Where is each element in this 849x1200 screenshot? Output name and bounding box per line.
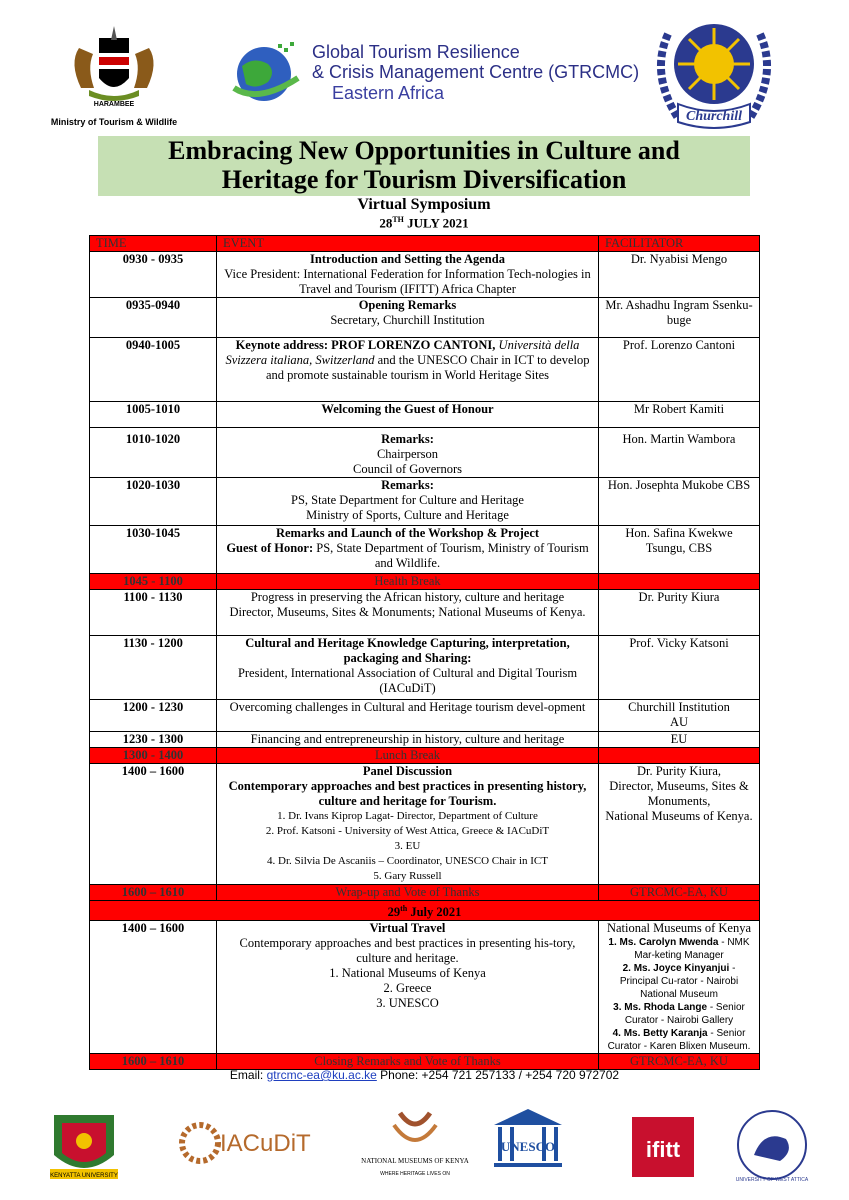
row-facilitator: Churchill Institution AU [599,700,760,732]
table-row [90,590,760,636]
list-item: 3. UNESCO [376,996,439,1011]
iacudit-logo [178,1105,338,1185]
row-facilitator: EU [599,732,760,748]
page-title [98,136,750,196]
svg-text:UNESCO: UNESCO [500,1139,556,1154]
svg-text:HARAMBEE: HARAMBEE [93,101,135,108]
header [0,0,849,135]
row-time: 1600 – 1610 [90,1054,217,1070]
panel-list [223,809,592,884]
row-facilitator: Mr. Ashadhu Ingram Ssenku-buge [599,298,760,338]
row-event: Lunch Break [217,748,599,764]
gtrcmc-line3: Eastern Africa [332,83,445,103]
row-event: Remarks: Chairperson Council of Governors [217,428,599,478]
svg-text:KENYATTA UNIVERSITY: KENYATTA UNIVERSITY [50,1173,118,1179]
title-line1: Embracing New Opportunities in Culture and [168,136,680,165]
table-row [90,478,760,526]
kenya-coat-of-arms-icon [59,18,169,108]
table-row [90,732,760,748]
gtrcmc-line1: Global Tourism Resilience [312,42,520,62]
list-item: 2. Prof. Katsoni - University of West Attica, Greece & IACuDiT [265,825,550,837]
travel-list [223,966,592,1011]
row-event: Wrap-up and Vote of Thanks [217,885,599,901]
table-row [90,764,760,885]
table-row [90,428,760,478]
row-facilitator: GTRCMC-EA, KU [599,885,760,901]
row-event: Progress in preserving the African history, culture and heritage Director, Museums, Sites & Monuments; National Museums of Kenya. [217,590,599,636]
list-item: 5. Gary Russell [373,870,442,882]
title-line2: Heritage for Tourism Diversification [221,165,627,194]
row-time: 1400 – 1600 [90,921,217,1054]
ministry-caption: Ministry of Tourism & Wildlife [50,117,178,127]
contact-line: Email: gtrcmc-ea@ku.ac.ke Phone: +254 721 257133 / +254 720 972702 [229,1068,620,1082]
subtitle: Virtual Symposium [357,196,491,213]
row-time: 1020-1030 [90,478,217,526]
row-facilitator: Hon. Josephta Mukobe CBS [599,478,760,526]
row-facilitator: Hon. Martin Wambora [599,428,760,478]
row-time: 0930 - 0935 [90,252,217,298]
table-row [90,526,760,574]
row-facilitator [599,748,760,764]
row-event: Cultural and Heritage Knowledge Capturing, interpretation, packaging and Sharing: President, International Association of Cultural and Digital Tourism (IACuDiT) [217,636,599,700]
row-event: Closing Remarks and Vote of Thanks [217,1054,599,1070]
break-row [90,748,760,764]
row-event: Introduction and Setting the Agenda Vice President: International Federation for Information Tech-nologies in Travel and Tourism (IFITT) Africa Chapter [217,252,599,298]
email-link[interactable]: gtrcmc-ea@ku.ac.ke [266,1068,377,1082]
row-facilitator: Hon. Safina Kwekwe Tsungu, CBS [599,526,760,574]
table-row [90,921,760,1054]
row-event: Health Break [217,574,599,590]
row-facilitator: Dr. Purity Kiura, Director, Museums, Sites & Monuments, National Museums of Kenya. [599,764,760,885]
row-time: 1100 - 1130 [90,590,217,636]
west-attica-logo [730,1105,815,1185]
row-facilitator [599,574,760,590]
col-header-time: TIME [90,236,217,252]
row-time: 1400 – 1600 [90,764,217,885]
row-event: Opening Remarks Secretary, Churchill Institution [217,298,599,338]
globe-icon [228,38,306,106]
break-row [90,885,760,901]
row-event: Virtual Travel Contemporary approaches and best practices in presenting his-tory, culture and heritage. 1. National Museums of Kenya 2. Greece 3. UNESCO [217,921,599,1054]
row-facilitator: Prof. Lorenzo Cantoni [599,338,760,402]
row-facilitator: Dr. Purity Kiura [599,590,760,636]
table-header-row [90,236,760,252]
programme-table [89,235,760,1070]
kenyatta-university-logo [44,1105,124,1185]
ifitt-logo [628,1105,698,1185]
gtrcmc-line2: & Crisis Management Centre (GTRCMC) [312,62,640,82]
row-facilitator: Mr Robert Kamiti [599,402,760,428]
table-row [90,700,760,732]
list-item: 4. Dr. Silvia De Ascaniis – Coordinator, UNESCO Chair in ICT [267,855,548,867]
row-time: 1200 - 1230 [90,700,217,732]
list-item: 1. National Museums of Kenya [329,966,486,981]
row-event: Keynote address: PROF LORENZO CANTONI, Università della Svizzera italiana, Switzerland and the UNESCO Chair in ICT to develop and promote sustainable tourism in World Heritage Sites [217,338,599,402]
row-time: 0940-1005 [90,338,217,402]
row-time: 1230 - 1300 [90,732,217,748]
row-event: Remarks: PS, State Department for Culture and Heritage Ministry of Sports, Culture and Heritage [217,478,599,526]
row-time: 1005-1010 [90,402,217,428]
svg-text:IACuDiT: IACuDiT [220,1130,311,1157]
list-item: 1. Dr. Ivans Kiprop Lagat- Director, Department of Culture [277,810,538,822]
day2-date: 29th July 2021 [90,901,760,921]
national-museums-logo [360,1105,470,1185]
svg-text:ifitt: ifitt [645,1137,681,1162]
table-row [90,338,760,402]
svg-text:Churchill: Churchill [685,109,743,124]
svg-text:NATIONAL MUSEUMS OF KENYA: NATIONAL MUSEUMS OF KENYA [361,1157,469,1165]
row-facilitator: Dr. Nyabisi Mengo [599,252,760,298]
table-row [90,402,760,428]
row-time: 1300 - 1400 [90,748,217,764]
col-header-facilitator: FACILITATOR [599,236,760,252]
list-item: 2. Greece [383,981,432,996]
row-time: 1010-1020 [90,428,217,478]
row-event: Panel Discussion Contemporary approaches and best practices in presenting history, culture and heritage for Tourism. 1. Dr. Ivans Kiprop Lagat- Director, Department of Culture 2. Prof. Katsoni - University of West Attica, Greece & IACuDiT 3. EU 4. Dr. Silvia De Ascaniis – Coordinator, UNESCO Chair in ICT 5. Gary Russell [217,764,599,885]
ministry-logo [48,18,180,127]
svg-text:WHERE HERITAGE LIVES ON: WHERE HERITAGE LIVES ON [380,1171,450,1177]
day-divider-row [90,901,760,921]
table-row [90,636,760,700]
col-header-event: EVENT [217,236,599,252]
table-row [90,252,760,298]
unesco-logo [488,1105,568,1185]
row-time: 0935-0940 [90,298,217,338]
row-time: 1045 - 1100 [90,574,217,590]
event-date: 28TH JULY 2021 [379,215,469,231]
churchill-logo [648,14,780,134]
svg-text:UNIVERSITY OF WEST ATTICA: UNIVERSITY OF WEST ATTICA [735,1177,809,1183]
gtrcmc-logo [228,38,640,108]
row-facilitator: National Museums of Kenya 1. Ms. Carolyn Mwenda - NMK Mar-keting Manager 2. Ms. Joyce Kinyanjui - Principal Cu-rator - Nairobi National Museum 3. Ms. Rhoda Lange - Senior Curator - Nairobi Gallery 4. Ms. Betty Karanja - Senior Curator - Karen Blixen Museum. [599,921,760,1054]
row-event: Financing and entrepreneurship in history, culture and heritage [217,732,599,748]
row-time: 1130 - 1200 [90,636,217,700]
row-event: Welcoming the Guest of Honour [217,402,599,428]
break-row [90,574,760,590]
row-time: 1030-1045 [90,526,217,574]
row-time: 1600 – 1610 [90,885,217,901]
table-row [90,298,760,338]
list-item: 3. EU [394,840,421,852]
row-event: Overcoming challenges in Cultural and Heritage tourism devel-opment [217,700,599,732]
row-facilitator: Prof. Vicky Katsoni [599,636,760,700]
row-event: Remarks and Launch of the Workshop & Project Guest of Honor: PS, State Department of Tourism, Ministry of Tourism and Wildlife. [217,526,599,574]
row-facilitator: GTRCMC-EA, KU [599,1054,760,1070]
